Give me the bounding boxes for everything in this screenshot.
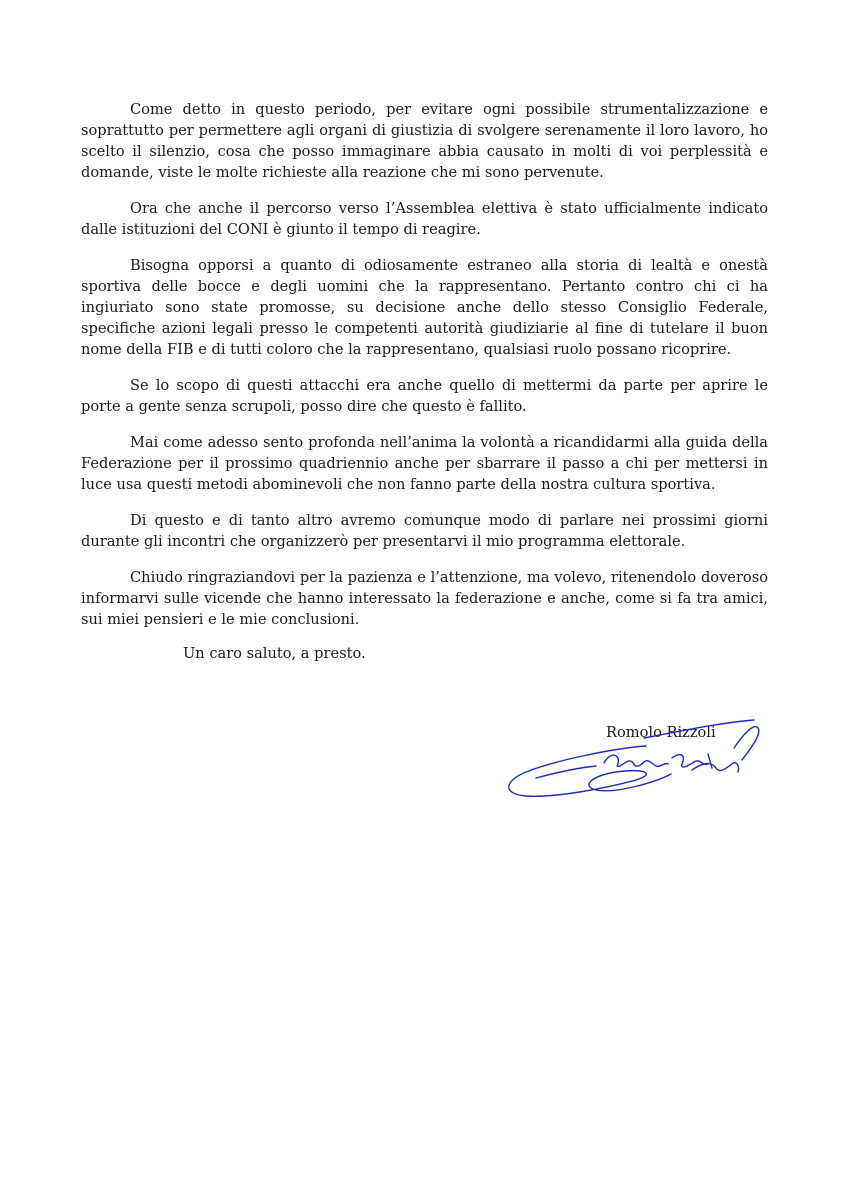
paragraph-attacks-failed: Se lo scopo di questi attacchi era anche quello di mettermi da parte per aprire le porte a gente senza scrupoli, posso dire che questo è fallito. (81, 377, 768, 415)
paragraph-legal-actions: Bisogna opporsi a quanto di odiosamente estraneo alla storia di lealtà e onestà sportiva delle bocce e degli uomini che la rappresentano. Pertanto contro chi ci ha ingiuriato sono state promosse, su decisione anche dello stesso Consiglio Federale, specifiche azioni legali presso le competenti autorità giudiziarie al fine di tutelare il buon nome della FIB e di tutti coloro che la rappresentano, qualsiasi ruolo possano ricoprire. (81, 257, 768, 358)
closing-greeting: Un caro saluto, a presto. (183, 645, 366, 662)
paragraph-meetings: Di questo e di tanto altro avremo comunque modo di parlare nei prossimi giorni durante gli incontri che organizzerò per presentarvi il mio programma elettorale. (81, 512, 768, 550)
letter-body (81, 99, 768, 645)
paragraph-silence: Come detto in questo periodo, per evitare ogni possibile strumentalizzazione e soprattutto per permettere agli organi di giustizia di svolgere serenamente il loro lavoro, ho scelto il silenzio, cosa che posso immaginare abbia causato in molti di voi perplessità e domande, viste le molte richieste alla reazione che mi sono pervenute. (81, 101, 768, 181)
paragraph-assembly: Ora che anche il percorso verso l’Assemblea elettiva è stato ufficialmente indicato dalle istituzioni del CONI è giunto il tempo di reagire. (81, 200, 768, 238)
signature-name: Romolo Rizzoli (606, 724, 716, 741)
paragraph-thanks: Chiudo ringraziandovi per la pazienza e l’attenzione, ma volevo, ritenendolo doveroso informarvi sulle vicende che hanno interessato la federazione e anche, come si fa tra amici, sui miei pensieri e le mie conclusioni. (81, 569, 768, 628)
paragraph-candidacy: Mai come adesso sento profonda nell’anima la volontà a ricandidarmi alla guida della Federazione per il prossimo quadriennio anche per sbarrare il passo a chi per mettersi in luce usa questi metodi abominevoli che non fanno parte della nostra cultura sportiva. (81, 434, 768, 493)
